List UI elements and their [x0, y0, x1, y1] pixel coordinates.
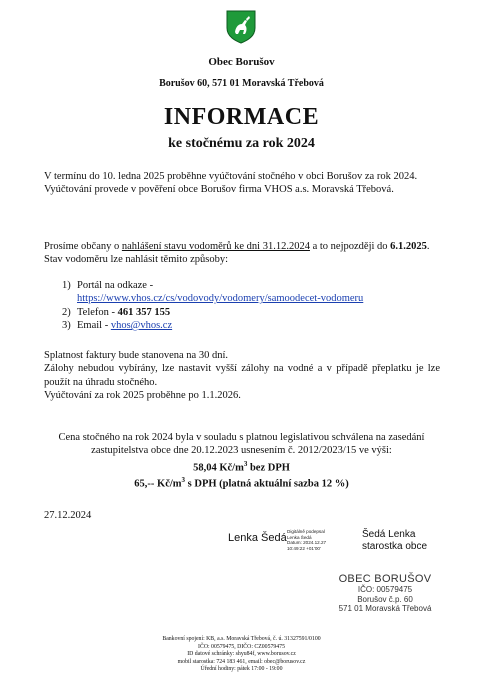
- reporting-deadline: 6.1.2025: [390, 241, 427, 252]
- price-statement: [30, 431, 453, 491]
- paragraph-line: Splatnost faktury bude stanovena na 30 dní.: [44, 350, 229, 361]
- organization-name: Obec Borušov: [208, 56, 275, 68]
- reporting-highlight: nahlášení stavu vodoměrů ke dni 31.12.2024: [121, 241, 310, 252]
- reporting-methods-list: [62, 279, 442, 332]
- methods-intro: Stav vodoměru lze nahlásit těmito způsoby:: [44, 254, 229, 266]
- list-item: 1) Portál na odkaze - https://www.vhos.cz/cs/vodovody/vodomery/samoodecet-vodomeru: [62, 279, 442, 306]
- digital-signature-name: Lenka Šedá: [228, 532, 287, 544]
- signer-block: [362, 529, 427, 553]
- price-without-vat: 58,04 $Kč/m^3$ bez DPH: [193, 459, 290, 474]
- price-text: Cena stočného na rok 2024 byla v souladu s platnou legislativou schválena na zasedání zastupitelstva obce dne 20.12.2023 usnesením č. 2012/2023/15 ve výši:: [58, 432, 425, 457]
- portal-link[interactable]: https://www.vhos.cz/cs/vodovody/vodomery/samoodecet-vodomeru: [77, 293, 364, 305]
- paragraph-meter-reporting: [44, 240, 440, 267]
- organization-address: Borušov 60, 571 01 Moravská Třebová: [159, 78, 324, 89]
- email-link[interactable]: vhos@vhos.cz: [110, 319, 173, 331]
- digital-signature-details: Digitálně podepsal Lenka Šedá Datum: 2024.12.27 10:49:22 +01'00': [287, 529, 327, 551]
- list-item: 2) Telefon - 461 357 155: [62, 306, 171, 318]
- paragraph-line: Zálohy nebudou vybírány, lze nastavit vyšší zálohy na vodné a v případě přeplatku je lze použít na úhradu stočného.: [44, 363, 440, 388]
- list-item: 3) Email - vhos@vhos.cz: [62, 319, 173, 331]
- reporting-request: Prosíme občany o nahlášení stavu vodoměrů ke dni 31.12.2024 a to nejpozději do 6.1.2025.: [44, 241, 430, 252]
- document-subtitle: ke stočnému za rok 2024: [168, 136, 315, 151]
- document-date: 27.12.2024: [44, 510, 92, 521]
- phone-number: 461 357 155: [117, 306, 171, 318]
- paragraph-line: Vyúčtování za rok 2025 proběhne po 1.1.2026.: [44, 389, 241, 401]
- signer-name: Šedá Lenka: [362, 529, 416, 540]
- price-with-vat: 65,-- $Kč/m^3$ s DPH (platná aktuální sazba 12 %): [134, 476, 349, 490]
- coat-of-arms-icon: [226, 10, 256, 44]
- official-stamp: OBEC BORUŠOV IČO: 00579475 Borušov č.p. 60 571 01 Moravská Třebová: [338, 573, 432, 613]
- paragraph-line: V termínu do 10. ledna 2025 proběhne vyúčtování stočného v obci Borušov za rok 2024.: [44, 171, 418, 182]
- paragraph-billing-info: [44, 170, 440, 197]
- document-title: INFORMACE: [163, 104, 320, 130]
- paragraph-payment: [44, 349, 440, 402]
- paragraph-line: Vyúčtování provede v pověření obce Borušov firma VHOS a.s. Moravská Třebová.: [44, 184, 394, 196]
- footer: Bankovní spojení: KB, a.s. Moravská Třebová, č. ú. 31327591/0100 IČO: 00579475, DIČO: CZ00579475 ID datové schránky: shyu84f, www.borusov.cz mobil starostka: 724 183 461, email: obec@borusov.cz Úřední hodiny: pátek 17:00 - 19:00: [162, 636, 321, 673]
- signer-role: starostka obce: [362, 541, 428, 552]
